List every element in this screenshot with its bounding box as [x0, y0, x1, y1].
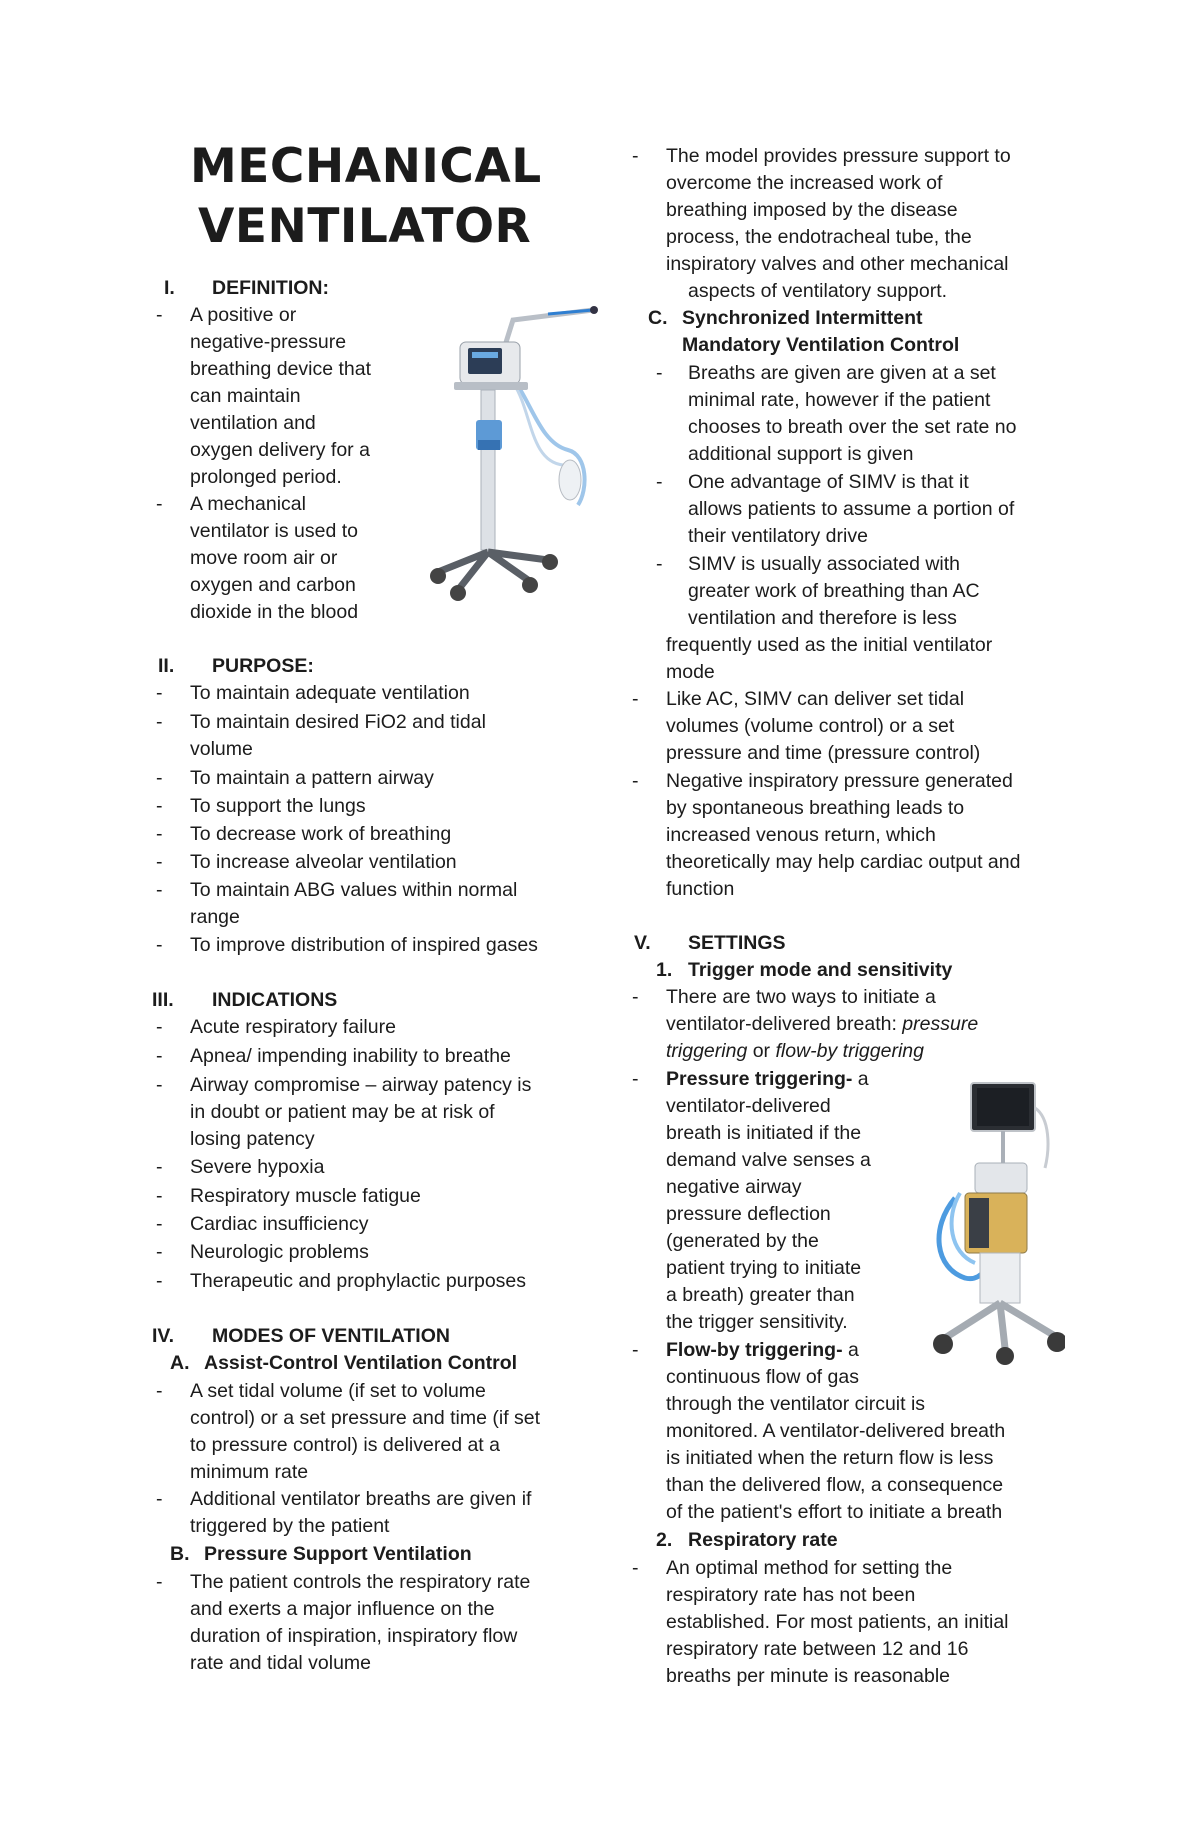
ventilator-cart-image — [925, 1078, 1065, 1378]
mode-line: theoretically may help cardiac output and — [666, 851, 1021, 873]
bullet-dash: - — [156, 1488, 163, 1510]
indication-line: Therapeutic and prophylactic purposes — [190, 1270, 527, 1292]
bullet-dash: - — [656, 471, 663, 493]
mode-line: volumes (volume control) or a set — [666, 715, 955, 737]
mode-line: additional support is given — [688, 443, 914, 465]
mode-line: A set tidal volume (if set to volume — [190, 1380, 486, 1402]
bullet-dash: - — [156, 304, 163, 326]
subsection-label: 1. — [656, 959, 673, 981]
bullet-dash: - — [632, 688, 639, 710]
settings-line: respiratory rate between 12 and 16 — [666, 1638, 969, 1660]
mode-line: Additional ventilator breaths are given if — [190, 1488, 532, 1510]
subsection-label: 2. — [656, 1529, 673, 1551]
bullet-dash: - — [156, 767, 163, 789]
definition-line: A mechanical — [190, 493, 306, 515]
mode-line: frequently used as the initial ventilator — [666, 634, 993, 656]
settings-line: a breath) greater than — [666, 1284, 855, 1306]
indication-line: Cardiac insufficiency — [190, 1213, 369, 1235]
title-line-2: VENTILATOR — [198, 199, 532, 254]
definition-line: dioxide in the blood — [190, 601, 359, 623]
settings-text: a — [852, 1068, 869, 1090]
bullet-dash: - — [632, 770, 639, 792]
bullet-dash: - — [632, 1339, 639, 1361]
settings-heading: SETTINGS — [688, 932, 786, 954]
settings-line: demand valve senses a — [666, 1149, 871, 1171]
settings-line: established. For most patients, an initial — [666, 1611, 1009, 1633]
bullet-dash: - — [156, 493, 163, 515]
mode-c-heading: Synchronized Intermittent — [682, 307, 923, 329]
bullet-dash: - — [632, 986, 639, 1008]
definition-line: breathing device that — [190, 358, 372, 380]
purpose-line: To improve distribution of inspired gases — [190, 934, 538, 956]
definition-line: ventilation and — [190, 412, 316, 434]
purpose-line: volume — [190, 738, 253, 760]
settings-line — [666, 1337, 859, 1364]
mode-line: to pressure control) is delivered at a — [190, 1434, 500, 1456]
mode-line: minimum rate — [190, 1461, 309, 1483]
settings-line: continuous flow of gas — [666, 1366, 859, 1388]
settings-line: An optimal method for setting the — [666, 1557, 953, 1579]
definition-line: move room air or — [190, 547, 338, 569]
definition-line: can maintain — [190, 385, 301, 407]
bullet-dash: - — [632, 1557, 639, 1579]
bullet-dash: - — [156, 1185, 163, 1207]
mode-line: their ventilatory drive — [688, 525, 868, 547]
mode-line: triggered by the patient — [190, 1515, 390, 1537]
bullet-dash: - — [156, 1571, 163, 1593]
mode-line: Negative inspiratory pressure generated — [666, 770, 1013, 792]
subsection-label: B. — [170, 1543, 190, 1565]
mode-line: rate and tidal volume — [190, 1652, 372, 1674]
mode-line: duration of inspiration, inspiratory flow — [190, 1625, 518, 1647]
purpose-line: range — [190, 906, 240, 928]
mode-c-heading: Mandatory Ventilation Control — [682, 334, 960, 356]
settings-bold-text: Pressure triggering- — [666, 1068, 853, 1090]
settings-line: monitored. A ventilator-delivered breath — [666, 1420, 1006, 1442]
mode-line: by spontaneous breathing leads to — [666, 797, 965, 819]
mode-line: One advantage of SIMV is that it — [688, 471, 969, 493]
purpose-line: To maintain desired FiO2 and tidal — [190, 711, 486, 733]
bullet-dash: - — [632, 1068, 639, 1090]
indication-line: Neurologic problems — [190, 1241, 369, 1263]
mode-line: The patient controls the respiratory rate — [190, 1571, 531, 1593]
indication-line: losing patency — [190, 1128, 315, 1150]
definition-line: negative-pressure — [190, 331, 347, 353]
mode-line: overcome the increased work of — [666, 172, 943, 194]
mode-line: The model provides pressure support to — [666, 145, 1011, 167]
mode-line: mode — [666, 661, 715, 683]
definition-heading: DEFINITION: — [212, 277, 329, 299]
indication-line: Airway compromise – airway patency is — [190, 1074, 532, 1096]
section-number: III. — [152, 989, 174, 1011]
bullet-dash: - — [156, 1074, 163, 1096]
bullet-dash: - — [156, 1241, 163, 1263]
mode-a-heading: Assist-Control Ventilation Control — [204, 1352, 518, 1374]
ventilator-stand-image — [418, 290, 610, 602]
definition-line: prolonged period. — [190, 466, 342, 488]
bullet-dash: - — [156, 851, 163, 873]
settings-line: There are two ways to initiate a — [666, 986, 936, 1008]
purpose-heading: PURPOSE: — [212, 655, 314, 677]
indication-line: Acute respiratory failure — [190, 1016, 396, 1038]
settings-text: a — [842, 1339, 859, 1361]
indication-line: Apnea/ impending inability to breathe — [190, 1045, 511, 1067]
mode-line: increased venous return, which — [666, 824, 936, 846]
purpose-line: To support the lungs — [190, 795, 366, 817]
mode-line: and exerts a major influence on the — [190, 1598, 495, 1620]
bullet-dash: - — [156, 711, 163, 733]
settings-line: than the delivered flow, a consequence — [666, 1474, 1004, 1496]
bullet-dash: - — [156, 823, 163, 845]
settings-text: ventilator-delivered breath: — [666, 1013, 903, 1035]
bullet-dash: - — [632, 145, 639, 167]
indication-line: Respiratory muscle fatigue — [190, 1185, 421, 1207]
settings-line — [666, 1066, 869, 1093]
settings-line: ventilator-delivered — [666, 1095, 831, 1117]
definition-line: ventilator is used to — [190, 520, 359, 542]
mode-line: process, the endotracheal tube, the — [666, 226, 972, 248]
mode-line: Like AC, SIMV can deliver set tidal — [666, 688, 965, 710]
settings-line: (generated by the — [666, 1230, 819, 1252]
purpose-line: To maintain ABG values within normal — [190, 879, 518, 901]
bullet-dash: - — [156, 1156, 163, 1178]
mode-line: control) or a set pressure and time (if set — [190, 1407, 541, 1429]
settings-italic-text: flow-by triggering — [775, 1040, 924, 1062]
definition-line: A positive or — [190, 304, 297, 326]
bullet-dash: - — [156, 795, 163, 817]
settings-italic-text: pressure — [902, 1013, 979, 1035]
bullet-dash: - — [656, 362, 663, 384]
bullet-dash: - — [156, 1380, 163, 1402]
section-number: I. — [164, 277, 175, 299]
mode-line: SIMV is usually associated with — [688, 553, 961, 575]
settings-line: breath is initiated if the — [666, 1122, 862, 1144]
purpose-line: To increase alveolar ventilation — [190, 851, 457, 873]
settings-line — [666, 1038, 924, 1065]
mode-line: function — [666, 878, 735, 900]
settings-line: is initiated when the return flow is less — [666, 1447, 994, 1469]
mode-line: pressure and time (pressure control) — [666, 742, 981, 764]
mode-line: chooses to breath over the set rate no — [688, 416, 1017, 438]
settings-line: through the ventilator circuit is — [666, 1393, 926, 1415]
bullet-dash: - — [156, 879, 163, 901]
bullet-dash: - — [156, 934, 163, 956]
mode-line: aspects of ventilatory support. — [688, 280, 948, 302]
definition-line: oxygen delivery for a — [190, 439, 370, 461]
bullet-dash: - — [156, 1213, 163, 1235]
settings-line: pressure deflection — [666, 1203, 831, 1225]
indication-line: Severe hypoxia — [190, 1156, 325, 1178]
subsection-label: C. — [648, 307, 668, 329]
mode-line: Breaths are given are given at a set — [688, 362, 996, 384]
bullet-dash: - — [156, 682, 163, 704]
title-line-1: MECHANICAL — [190, 139, 542, 194]
bullet-dash: - — [156, 1016, 163, 1038]
settings-line — [666, 1011, 978, 1038]
definition-line: oxygen and carbon — [190, 574, 356, 596]
mode-line: minimal rate, however if the patient — [688, 389, 991, 411]
section-number: II. — [158, 655, 175, 677]
section-number: IV. — [152, 1325, 175, 1347]
bullet-dash: - — [156, 1045, 163, 1067]
purpose-line: To decrease work of breathing — [190, 823, 452, 845]
mode-b-heading: Pressure Support Ventilation — [204, 1543, 472, 1565]
mode-line: inspiratory valves and other mechanical — [666, 253, 1009, 275]
modes-heading: MODES OF VENTILATION — [212, 1325, 450, 1347]
settings-italic-text: triggering — [666, 1040, 748, 1062]
settings-line: the trigger sensitivity. — [666, 1311, 848, 1333]
settings-line: of the patient's effort to initiate a breath — [666, 1501, 1003, 1523]
subsection-label: A. — [170, 1352, 190, 1374]
mode-line: allows patients to assume a portion of — [688, 498, 1015, 520]
mode-line: ventilation and therefore is less — [688, 607, 957, 629]
settings-text: or — [747, 1040, 776, 1062]
mode-line: greater work of breathing than AC — [688, 580, 980, 602]
purpose-line: To maintain a pattern airway — [190, 767, 434, 789]
settings-bold-text: Flow-by triggering- — [666, 1339, 843, 1361]
settings-line: patient trying to initiate — [666, 1257, 862, 1279]
trigger-heading: Trigger mode and sensitivity — [688, 959, 953, 981]
settings-line: negative airway — [666, 1176, 802, 1198]
indication-line: in doubt or patient may be at risk of — [190, 1101, 495, 1123]
purpose-line: To maintain adequate ventilation — [190, 682, 470, 704]
bullet-dash: - — [656, 553, 663, 575]
settings-line: breaths per minute is reasonable — [666, 1665, 950, 1687]
bullet-dash: - — [156, 1270, 163, 1292]
section-number: V. — [634, 932, 651, 954]
indications-heading: INDICATIONS — [212, 989, 338, 1011]
mode-line: breathing imposed by the disease — [666, 199, 958, 221]
settings-line: respiratory rate has not been — [666, 1584, 916, 1606]
respiratory-rate-heading: Respiratory rate — [688, 1529, 838, 1551]
